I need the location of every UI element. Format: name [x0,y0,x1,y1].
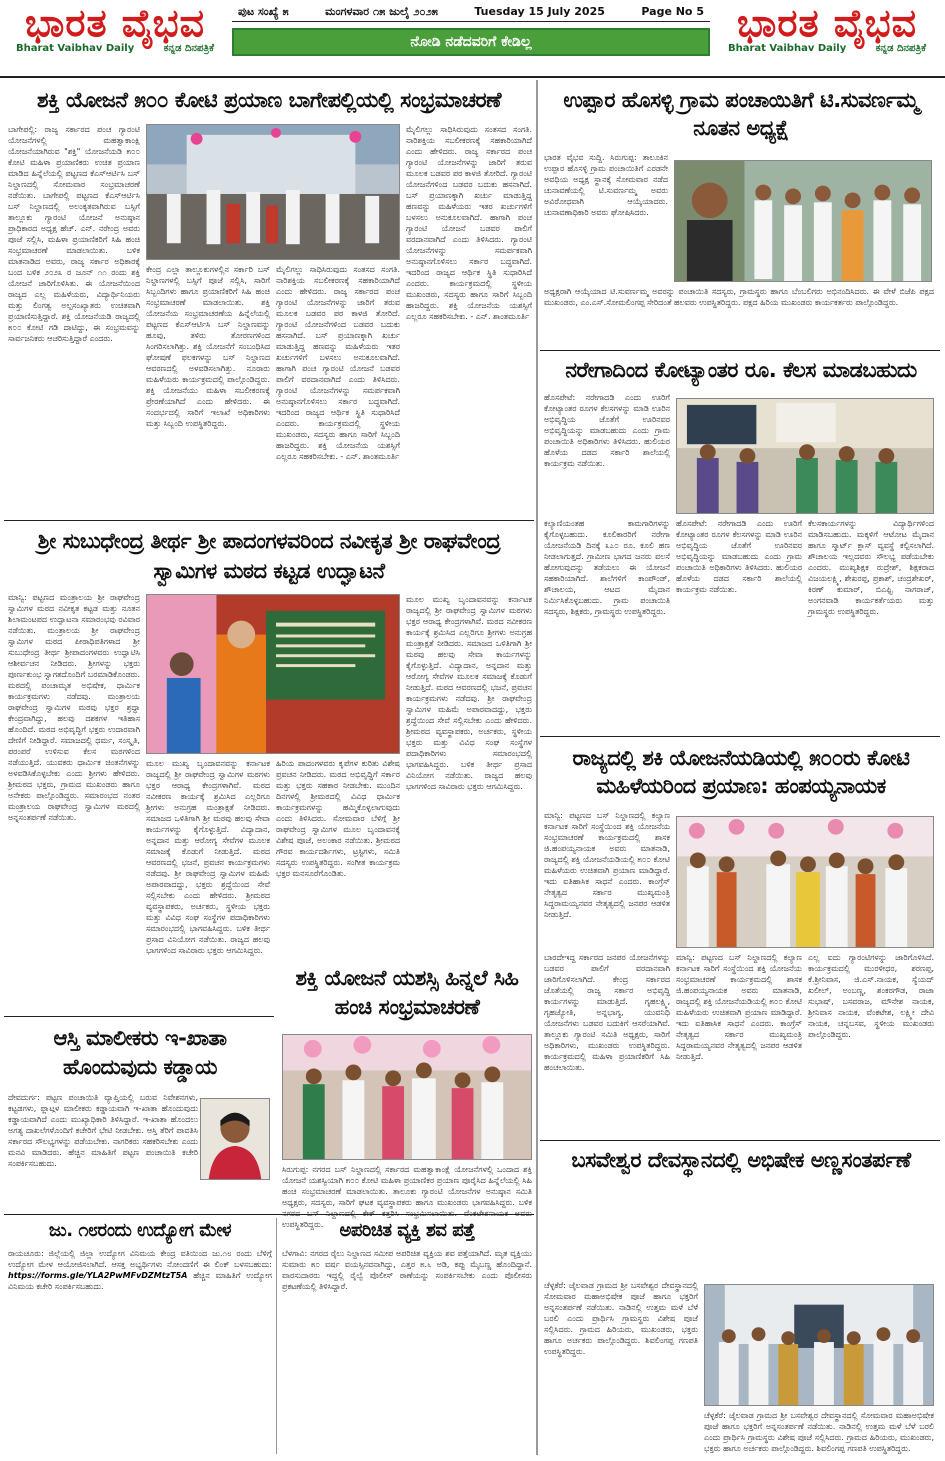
headline-shakti-bagepalli: ಶಕ್ತಿ ಯೋಜನೆ ೫೦೦ ಕೋಟಿ ಪ್ರಯಾಣ ಬಾಗೇಪಲ್ಲಿಯಲ್ಲಿ ಸಂಭ್ರಮಾಚರಣೆ [37,88,501,112]
article-body: ಮಾನ್ವಿ: ಪಟ್ಟಣದ ಮಂತ್ರಾಲಯ ಶ್ರೀ ರಾಘವೇಂದ್ರ ಸ್ವಾಮಿಗಳ ಮಠದ ನವೀಕೃತ ಕಟ್ಟಡ ಮತ್ತು ನೂತನ ಶಿಲಾಮಂಟಪದ ಉದ್ಘಾಟನಾ ಸಮಾರಂಭವು ರವಿವಾರ ನಡೆಯಿತು. ಮಂತ್ರಾಲಯ ಶ್ರೀ ರಾಘವೇಂದ್ರ ಸ್ವಾಮಿಗಳ ಮಠದ ಪೀಠಾಧಿಪತಿಗಳಾದ ಶ್ರೀ ಸುಬುಧೇಂದ್ರ ತೀರ್ಥ ಶ್ರೀಪಾದಂಗಳವರು ಉದ್ಘಾಟಿಸಿ ಆಶೀರ್ವಚನ ನೀಡಿದರು. ಶ್ರೀಗಳನ್ನು ಭಕ್ತರು ಪೂರ್ಣಕುಂಭ ಸ್ವಾಗತದೊಂದಿಗೆ ಬರಮಾಡಿಕೊಂಡರು. ಮಠದಲ್ಲಿ ಪಂಚಾಮೃತ ಅಭಿಷೇಕ, ಧಾರ್ಮಿಕ ಕಾರ್ಯಕ್ರಮಗಳು ನಡೆದವು. ಮಂತ್ರಾಲಯ ರಾಘವೇಂದ್ರ ಸ್ವಾಮಿಗಳ ಮಠವು ಭಕ್ತರ ಶ್ರದ್ಧಾ ಕೇಂದ್ರವಾಗಿದ್ದು, ಹಲವು ದಶಕಗಳ ಇತಿಹಾಸ ಹೊಂದಿದೆ. ಮಠದ ಅಭಿವೃದ್ಧಿಗೆ ಭಕ್ತರು ಉದಾರವಾಗಿ ದೇಣಿಗೆ ನೀಡಿದ್ದಾರೆ. ಸಮಾಜದಲ್ಲಿ ಧರ್ಮ, ಸಂಸ್ಕೃತಿ, ಪರಂಪರೆ ಉಳಿಸುವ ಕೆಲಸ ಮಠಗಳಿಂದ ನಡೆಯುತ್ತಿದೆ. ಯುವಕರು ಧಾರ್ಮಿಕ ಚಿಂತನೆಗಳನ್ನು ಅಳವಡಿಸಿಕೊಳ್ಳಬೇಕು ಎಂದು ಶ್ರೀಗಳು ಹೇಳಿದರು. ಶ್ರೀಮಠದ ಭಕ್ತರು, ಗ್ರಾಮದ ಮುಖಂಡರು ಹಾಗೂ ಅನೇಕರು ಪಾಲ್ಗೊಂಡಿದ್ದರು. ಸಮಾರಂಭದ ನಂತರ ಮಂತ್ರಾಲಯ ರಾಘವೇಂದ್ರ ಸ್ವಾಮಿಗಳ ಮಠದಲ್ಲಿ ಅನ್ನಸಂತರ್ಪಣೆ ನಡೆಯಿತು. [8,593,140,822]
kannada-date: ಮಂಗಳವಾರ ೧೫ ಜುಲೈ ೨೦೨೫ [325,5,438,18]
column-divider [276,1218,277,1454]
photo-shakti-cake [282,1034,532,1160]
section-divider [540,736,940,737]
logo-kn: ಕನ್ನಡ ದಿನಪತ್ರಿಕೆ [875,43,926,54]
page-number: Page No 5 [641,5,704,18]
article-body: ಅಧ್ಯಕ್ಷರಾಗಿ ಆಯ್ಕೆಯಾದ ಟಿ.ಸುವರ್ಣಮ್ಮ ಅವರನ್ನು ಪಂಚಾಯಿತಿ ಸದಸ್ಯರು, ಗ್ರಾಮಸ್ಥರು ಹಾಗೂ ಬೆಂಬಲಿಗರು ಅಭಿನಂದಿಸಿದರು. ಈ ವೇಳೆ ಬಿಜೆಪಿ ಪಕ್ಷದ ಮುಖಂಡರು, ಎಂ.ಎಸ್.ಸೋಮಲಿಂಗಪ್ಪ ಸೇರಿದಂತೆ ಹಲವರು ಉಪಸ್ಥಿತರಿದ್ದರು. ಪಕ್ಷದ ಹಿರಿಯ ಮುಖಂಡರು ಕಾರ್ಯಕರ್ತರು ಪಾಲ್ಗೊಂಡಿದ್ದರು. [544,287,934,307]
job-fair-body: ರಾಯಚೂರು: ಜಿಲ್ಲೆಯಲ್ಲಿ ಜಿಲ್ಲಾ ಉದ್ಯೋಗ ವಿನಿಮಯ ಕೇಂದ್ರ ವತಿಯಿಂದ ಜು.೧೮ ರಂದು ಬೆಳಿಗ್ಗೆ ಉದ್ಯೋಗ ಮೇಳ ಆಯೋಜಿಸಲಾಗಿದೆ. ಆಸಕ್ತ ಅಭ್ಯರ್ಥಿಗಳು ನೋಂದಣಿಗೆ ಈ ಲಿಂಕ್ ಬಳಸಬಹುದು: [8,1249,272,1269]
logo-title: ಭಾರತ ವೈಭವ [24,0,206,45]
article-body: ಸಿರುಗುಪ್ಪ: ನಗರದ ಬಸ್ ನಿಲ್ದಾಣದಲ್ಲಿ ಸರ್ಕಾರದ ಮಹತ್ವಾಕಾಂಕ್ಷೆ ಯೋಜನೆಗಳಲ್ಲಿ ಒಂದಾದ ಶಕ್ತಿ ಯೋಜನೆ ಯಶಸ್ವಿಯಾಗಿ ೫೦೦ ಕೋಟಿ ಮಹಿಳಾ ಪ್ರಯಾಣಿಕರ ಪ್ರಯಾಣ ಪೂರೈಸಿದ ಹಿನ್ನೆಲೆಯಲ್ಲಿ ಸಿಹಿ ಹಂಚಿ ಸಂಭ್ರಮಾಚರಣೆ ಮಾಡಲಾಯಿತು. ತಾಲೂಕು ಗ್ಯಾರಂಟಿ ಯೋಜನೆಗಳ ಅನುಷ್ಠಾನ ಸಮಿತಿ ಅಧ್ಯಕ್ಷರು, ಸದಸ್ಯರು, ಸಾರಿಗೆ ಘಟಕ ವ್ಯವಸ್ಥಾಪಕರು ಹಾಗೂ ಮುಖಂಡರು ಭಾಗವಹಿಸಿದ್ದರು. ಬಳಿಕ ಉಪಸ್ಥಿತರಿದ್ದರು. [282,1165,532,1229]
photo-narega-meeting [676,398,934,514]
headline-job-fair: ಜು. ೧೮ರಂದು ಉದ್ಯೋಗ ಮೇಳ [48,1220,232,1241]
column-divider [536,80,538,1455]
logo-en: Bharat Vaibhav Daily [16,43,135,54]
headline-shakti-hampayya: ರಾಜ್ಯದಲ್ಲಿ ಶಕಿ ಯೋಜನೆಯಡಿಯಲ್ಲಿ ೫೦೦ರು ಕೋಟಿ ಮಹಿಳೆಯರಿಂದ ಪ್ರಯಾಣ: ಹಂಪಯ್ಯನಾಯಕ [572,746,910,798]
masthead-center [232,3,710,65]
headline-raghavendra-matha: ಶ್ರೀ ಸುಬುಧೇಂದ್ರ ತೀರ್ಥ ಶ್ರೀ ಪಾದಂಗಳವರಿಂದ ನವೀಕೃತ ಶ್ರೀ ರಾಘವೇಂದ್ರ ಸ್ವಾಮಿಗಳ ಮಠದ ಕಟ್ಟಡ ಉದ್ಘಾಟನೆ [37,529,501,583]
article-body: ಮಾನ್ವಿ: ಪಟ್ಟಣದ ಬಸ್ ನಿಲ್ದಾಣದಲ್ಲಿ ಕಲ್ಯಾಣ ಕರ್ನಾಟಕ ಸಾರಿಗೆ ಸಂಸ್ಥೆಯಿಂದ ಶಕ್ತಿ ಯೋಜನೆಯ ಸಂಭ್ರಮಾಚರಣೆ ಕಾರ್ಯಕ್ರಮದಲ್ಲಿ ಶಾಸಕ ಜಿ.ಹಂಪಯ್ಯನಾಯಕ ಅವರು ಮಾತನಾಡಿ, ರಾಜ್ಯದಲ್ಲಿ ಶಕ್ತಿ ಯೋಜನೆಯಡಿಯಲ್ಲಿ ೫೦೦ ಕೋಟಿ ಮಹಿಳೆಯರು ಉಚಿತವಾಗಿ ಪ್ರಯಾಣ ಮಾಡಿದ್ದಾರೆ. ಇದು ಐತಿಹಾಸಿಕ ಸಾಧನೆ ಎಂದರು. ಕಾಂಗ್ರೆಸ್ ನೇತೃತ್ವದ ಸರ್ಕಾರ ಮುಖ್ಯಮಂತ್ರಿ ಸಿದ್ದರಾಮಯ್ಯನವರ ನೇತೃತ್ವದಲ್ಲಿ ಜನಪರ ಆಡಳಿತ ನೀಡುತ್ತಿದೆ. [676,953,802,1061]
photo-mla-sweets [676,816,934,948]
article-body: ಚೆಳ್ಳಕೆರೆ: ಜೈಲವಾಡ ಗ್ರಾಮದ ಶ್ರೀ ಬಸವೇಶ್ವರ ದೇವಸ್ಥಾನದಲ್ಲಿ ಸೋಮವಾರ ಮಹಾಅಭಿಷೇಕ ಪೂಜೆ ಹಾಗೂ ಭಕ್ತರಿಗೆ ಅನ್ನಸಂತರ್ಪಣೆ ನಡೆಯಿತು. ನಾಡಿನಲ್ಲಿ ಉತ್ತಮ ಮಳೆ ಬೆಳೆ ಬರಲಿ ಎಂದು ಪ್ರಾರ್ಥಿಸಿ ಗ್ರಾಮಸ್ಥರು ವಿಶೇಷ ಪೂಜೆ ಸಲ್ಲಿಸಿದರು. ಗ್ರಾಮದ ಹಿರಿಯರು, ಮುಖಂಡರು, ಭಕ್ತರು ಹಾಗೂ ಅರ್ಚಕರು ಪಾಲ್ಗೊಂಡಿದ್ದರು. ಶಿವಲಿಂಗಪ್ಪ ಗಣಪತಿ ಉಪಸ್ಥಿತರಿದ್ದರು. [704,1411,934,1453]
article-body: ಹೊಸಪೇಟೆ: ನರೇಗಾದಡಿ ಎಂದು ಊರಿಗೆ ಕೋಟ್ಯಾಂತರ ರೂಗಳ ಕೆಲಸಗಳನ್ನು ಮಾಡಿ ಊರಿನ ಅಭಿವೃದ್ಧಿಯ ಜೊತೆಗೆ ಊರಿನವರ ಅಭಿವೃದ್ಧಿಯನ್ನು ಮಾಡಬಹುದು ಎಂದು ಗ್ರಾಮ ಪಂಚಾಯಿತಿ ಅಧಿಕಾರಿಗಳು ತಿಳಿಸಿದರು. ಹುಲಿಯರ ಹೊಳೆಯ ದಡದ ಸರ್ಕಾರಿ ಶಾಲೆಯಲ್ಲಿ ಕಾರ್ಯಕ್ರಮ ನಡೆಯಿತು. [544,393,670,468]
headline-narega: ನರೇಗಾದಿಂದ ಕೋಟ್ಯಾಂತರ ರೂ. ಕೆಲಸ ಮಾಡಬಹುದು [565,358,917,382]
article-body [8,1248,272,1454]
headline-e-khata: ಆಸ್ತಿ ಮಾಲೀಕರು ಇ-ಖಾತಾ ಹೊಂದುವುದು ಕಡ್ಡಾಯ [53,1026,227,1079]
logo-en: Bharat Vaibhav Daily [728,43,847,54]
photo-officer-portrait [200,1098,270,1180]
article-body: ಬಾರದೇಇದ್ದ ಸರ್ಕಾರದ ಜನಪರ ಯೋಜನೆಗಳನ್ನು ಬಡವರ ಪಾಲಿಗೆ ವರದಾನವಾಗಿ ಜಾರಿಗೊಳಿಸಲಾಗಿದೆ. ಕೇಂದ್ರ ಸರ್ಕಾರದ ಜೊತೆಯಲ್ಲಿ ರಾಜ್ಯ ಸರ್ಕಾರ ಅಭಿವೃದ್ಧಿ ಕಾರ್ಯಗಳನ್ನು ಮಾಡುತ್ತಿದೆ. ಗೃಹಲಕ್ಷ್ಮಿ, ಗೃಹಜ್ಯೋತಿ, ಅನ್ನಭಾಗ್ಯ, ಯುವನಿಧಿ ಯೋಜನೆಗಳು ಬಡವರ ಬದುಕಿಗೆ ಆಸರೆಯಾಗಿವೆ. ತಾಲ್ಲೂಕು ಗ್ಯಾರಂಟಿ ಸಮಿತಿ ಅಧ್ಯಕ್ಷರು, ಸಾರಿಗೆ ಅಧಿಕಾರಿಗಳು, ಮುಖಂಡರು ಉಪಸ್ಥಿತರಿದ್ದರು. ಕಾರ್ಯಕ್ರಮದಲ್ಲಿ ಮಹಿಳಾ ಪ್ರಯಾಣಿಕರಿಗೆ ಸಿಹಿ ಹಂಚಲಾಯಿತು. [544,953,670,1072]
photo-swamiji-inauguration [146,594,400,754]
tagline-banner: ನೋಡಿ ನಡೆದವರಿಗೆ ಕೇಡಿಲ್ಲ [232,28,710,56]
article-body: ಕೇಂದ್ರ ಎಲ್ಲಾ ತಾಲ್ಲೂಕುಗಳಲ್ಲಿನ ಸರ್ಕಾರಿ ಬಸ್ ನಿಲ್ದಾಣಗಳಲ್ಲಿ ಬಸ್ಸಿಗೆ ಪೂಜೆ ಸಲ್ಲಿಸಿ, ಸಾರಿಗೆ ಸಿಬ್ಬಂದಿಗಳು ಹಾಗೂ ಪ್ರಯಾಣಿಕರಿಗೆ ಸಿಹಿ ಹಂಚಿ ಸಂಭ್ರಮಾಚರಣೆ ಮಾಡಲಾಯಿತು. ಶಕ್ತಿ ಯೋಜನೆಯ ಸಂಭ್ರಮಾಚರಣೆಯ ಹಿನ್ನೆಲೆಯಲ್ಲಿ ಪಟ್ಟಣದ ಕೆಎಸ್ಆರ್ಟಿಸಿ ಬಸ್ ನಿಲ್ದಾಣವನ್ನು ಹೂವು, ತಳಿರು ತೋರಣಗಳಿಂದ ಸಿಂಗರಿಸಲಾಗಿತ್ತು. ಶಕ್ತಿ ಯೋಜನೆಗೆ ಸಂಬಂಧಿಸಿದ ಘೋಷಣೆ ಫಲಕಗಳನ್ನು ಬಸ್ ನಿಲ್ದಾಣದ ಆವರಣದಲ್ಲಿ ಅಳವಡಿಸಲಾಗಿತ್ತು. ನೂರಾರು ಮಹಿಳೆಯರು ಕಾರ್ಯಕ್ರಮದಲ್ಲಿ ಪಾಲ್ಗೊಂಡಿದ್ದರು. ಶಕ್ತಿ ಯೋಜನೆಯು ಮಹಿಳಾ ಸಬಲೀಕರಣಕ್ಕೆ ಪ್ರೇರಣೆಯಾಗಿದೆ ಎಂದು ಹೇಳಿದರು. ಈ ಸಂದರ್ಭದಲ್ಲಿ ಸಾರಿಗೆ ಇಲಾಖೆ ಅಧಿಕಾರಿಗಳು ಮತ್ತು ಸಿಬ್ಬಂದಿ ಉಪಸ್ಥಿತರಿದ್ದರು. [146,265,270,428]
photo-bus-celebration [146,124,400,260]
article-body: ಹೊಸಪೇಟೆ: ನರೇಗಾದಡಿ ಎಂದು ಊರಿಗೆ ಕೋಟ್ಯಾಂತರ ರೂಗಳ ಕೆಲಸಗಳನ್ನು ಮಾಡಿ ಊರಿನ ಅಭಿವೃದ್ಧಿಯ ಜೊತೆಗೆ ಊರಿನವರ ಅಭಿವೃದ್ಧಿಯನ್ನು ಮಾಡಬಹುದು ಎಂದು ಗ್ರಾಮ ಪಂಚಾಯಿತಿ ಅಧಿಕಾರಿಗಳು ತಿಳಿಸಿದರು. ಹುಲಿಯರ ಹೊಳೆಯ ದಡದ ಸರ್ಕಾರಿ ಶಾಲೆಯಲ್ಲಿ ಕಾರ್ಯಕ್ರಮ ನಡೆಯಿತು. [676,519,802,594]
photo-panchayat-president [674,160,932,282]
photo-temple-devotees [704,1284,934,1406]
job-fair-body2: ಹೆಚ್ಚಿನ ಮಾಹಿತಿಗೆ ಉದ್ಯೋಗ ವಿನಿಮಯ ಕಚೇರಿ ಸಂಪರ್ಕಿಸಬಹುದು. [8,1271,272,1291]
article-body: ಮಾನ್ವಿ: ಪಟ್ಟಣದ ಬಸ್ ನಿಲ್ದಾಣದಲ್ಲಿ ಕಲ್ಯಾಣ ಕರ್ನಾಟಕ ಸಾರಿಗೆ ಸಂಸ್ಥೆಯಿಂದ ಶಕ್ತಿ ಯೋಜನೆಯ ಸಂಭ್ರಮಾಚರಣೆ ಕಾರ್ಯಕ್ರಮದಲ್ಲಿ ಶಾಸಕ ಜಿ.ಹಂಪಯ್ಯನಾಯಕ ಅವರು ಮಾತನಾಡಿ, ರಾಜ್ಯದಲ್ಲಿ ಶಕ್ತಿ ಯೋಜನೆಯಡಿಯಲ್ಲಿ ೫೦೦ ಕೋಟಿ ಮಹಿಳೆಯರು ಉಚಿತವಾಗಿ ಪ್ರಯಾಣ ಮಾಡಿದ್ದಾರೆ. ಇದು ಐತಿಹಾಸಿಕ ಸಾಧನೆ ಎಂದರು. ಕಾಂಗ್ರೆಸ್ ನೇತೃತ್ವದ ಸರ್ಕಾರ ಮುಖ್ಯಮಂತ್ರಿ ಸಿದ್ದರಾಮಯ್ಯನವರ ನೇತೃತ್ವದಲ್ಲಿ ಜನಪರ ಆಡಳಿತ ನೀಡುತ್ತಿದೆ. [544,811,670,919]
article-body: ದೇವದುರ್ಗ: ಪಟ್ಟಣ ಪಂಚಾಯಿತಿ ವ್ಯಾಪ್ತಿಯಲ್ಲಿ ಬರುವ ನಿವೇಶನಗಳು, ಕಟ್ಟಡಗಳು, ಫ್ಲಾಟ್ಗಳ ಮಾಲೀಕರು ಕಡ್ಡಾಯವಾಗಿ ಇ-ಖಾತಾ ಹೊಂದುವುದು ಕಡ್ಡಾಯವಾಗಿದೆ ಎಂದು ಮುಖ್ಯಾಧಿಕಾರಿ ತಿಳಿಸಿದ್ದಾರೆ. ಇ-ಖಾತಾ ಹೊಂದಲು ಅಗತ್ಯ ದಾಖಲೆಗಳೊಂದಿಗೆ ಕಚೇರಿಗೆ ಭೇಟಿ ನೀಡಬೇಕು. ಆಸ್ತಿ ತೆರಿಗೆ ಪಾವತಿಸಿ ಸರ್ಕಾರದ ಸೌಲಭ್ಯಗಳನ್ನು ಪಡೆಯಬೇಕು. ನಾಗರಿಕರು ಸಹಕರಿಸಬೇಕು ಎಂದು ಮನವಿ ಮಾಡಿದರು. ಹೆಚ್ಚಿನ ಮಾಹಿತಿಗೆ ಪಟ್ಟಣ ಪಂಚಾಯಿತಿ ಕಚೇರಿ ಸಂಪರ್ಕಿಸಬಹುದು. [8,1093,198,1168]
article-body: ಮೈಲಿಗಲ್ಲು ಸಾಧಿಸಿರುವುದು ಸಂತಸದ ಸಂಗತಿ. ನಾರಿಶಕ್ತಿಯ ಸಬಲೀಕರಣಕ್ಕೆ ಸಹಕಾರಿಯಾಗಿದೆ ಎಂದು ಹೇಳಿದರು. ರಾಜ್ಯ ಸರ್ಕಾರದ ಪಂಚ ಗ್ಯಾರಂಟಿ ಯೋಜನೆಗಳನ್ನು ಜಾರಿಗೆ ತರುವ ಮೂಲಕ ಬಡವರ ಪರ ಕಾಳಜಿ ತೋರಿದೆ. ಗ್ಯಾರಂಟಿ ಯೋಜನೆಗಳಿಂದ ಬಡವರ ಬದುಕು ಹಸನಾಗಿದೆ. ಬಸ್ ಪ್ರಯಾಣಕ್ಕಾಗಿ ಖರ್ಚು ಮಾಡುತ್ತಿದ್ದ ಹಣವನ್ನು ಮಹಿಳೆಯರು ಇತರ ಖರ್ಚುಗಳಿಗೆ ಬಳಸಲು ಅನುಕೂಲವಾಗಿದೆ. ಹಾಗಾಗಿ ಪಂಚ ಗ್ಯಾರಂಟಿ ಯೋಜನೆ ಬಡವರ ಪಾಲಿಗೆ ವರದಾನವಾಗಿದೆ ಎಂದು ತಿಳಿಸಿದರು. ಗ್ಯಾರಂಟಿ ಯೋಜನೆಗಳನ್ನು ಸಮರ್ಪಕವಾಗಿ ಅನುಷ್ಠಾನಗೊಳಿಸಲು ಸರ್ಕಾರ ಬದ್ಧವಾಗಿದೆ. ಇದರಿಂದ ರಾಜ್ಯದ ಆರ್ಥಿಕ ಸ್ಥಿತಿ ಸುಧಾರಿಸಿದೆ ಎಂದರು. ಕಾರ್ಯಕ್ರಮದಲ್ಲಿ ಸ್ಥಳೀಯ ಮುಖಂಡರು, ಸದಸ್ಯರು ಹಾಗೂ ಸಾರಿಗೆ ಸಿಬ್ಬಂದಿ ಹಾಜರಿದ್ದರು. ಶಕ್ತಿ ಯೋಜನೆಯ ಯಶಸ್ಸಿಗೆ ಎಲ್ಲರೂ ಸಹಕರಿಸಬೇಕು. - ಎನ್. ಶಾಂತಮೂರ್ತಿ [276,265,400,461]
article-body: ಎಲ್ಲ ಐದು ಗ್ಯಾರಂಟಿಗಳನ್ನು ಜಾರಿಗೊಳಿಸಿದೆ. ಕಾರ್ಯಕ್ರಮದಲ್ಲಿ ಮುರಳೀಧರ, ಶರಣಪ್ಪ, ಕೆ.ಶ್ರೀನಿವಾಸ, ಜಿ.ಎಸ್.ನಾಯಕ, ಸ್ಯೆಯದ್ ಖಲೀಲ್, ಅಂಬಣ್ಣ, ಶಂಕರಗೌಡ, ರಾಜಾ ಸುಭಾಷ್, ಬಸವರಾಜ, ಮೌನೇಶ ನಾಯಕ, ಶ್ರೀನಿವಾಸ ನಾಯಕ, ವೆಂಕಟೇಶ, ಲಕ್ಷ್ಮೀ ದೇವಿ ನಾಯಕ, ಚನ್ನಬಸವ, ಸ್ಥಳೀಯ ಮುಖಂಡರು ಪಾಲ್ಗೊಂಡಿದ್ದರು. [808,953,934,1039]
section-divider [4,520,534,521]
section-divider [540,350,940,351]
headline-unidentified-body: ಅಪರಿಚಿತ ವ್ಯಕ್ತಿ ಶವ ಪತ್ತೆ [339,1220,475,1241]
headline-basaveshwara: ಬಸವೇಶ್ವರ ದೇವಸ್ಥಾನದಲ್ಲಿ ಅಭಿಷೇಕ ಅಣ್ಣಸಂತರ್ಪಣೆ [571,1148,911,1172]
article-body: ಬೆಳಗಾವಿ: ನಗರದ ರೈಲು ನಿಲ್ದಾಣದ ಸಮೀಪ ಅಪರಿಚಿತ ವ್ಯಕ್ತಿಯ ಶವ ಪತ್ತೆಯಾಗಿದೆ. ಮೃತ ವ್ಯಕ್ತಿಯು ಸುಮಾರು ೫೦ ವರ್ಷ ವಯಸ್ಸಿನವನಾಗಿದ್ದು, ಎತ್ತರ ೫.೬ ಅಡಿ, ಕಪ್ಪು ಮೈಬಣ್ಣ ಹೊಂದಿದ್ದಾನೆ. ವಾರಸುದಾರರು ಇದ್ದಲ್ಲಿ ರೈಲ್ವೆ ಪೊಲೀಸ್ ಠಾಣೆಯನ್ನು ಸಂಪರ್ಕಿಸಬೇಕು ಎಂದು ಪೊಲೀಸರು ಪ್ರಕಟಣೆಯಲ್ಲಿ ತಿಳಿಸಿದ್ದಾರೆ. [282,1249,532,1291]
article-body: ಭಾರತ ವೈಭವ ಸುದ್ದಿ. ಸಿರುಗುಪ್ಪ: ತಾಲೂಕಿನ ಉಪ್ಪಾರ ಹೊಸಳ್ಳಿ ಗ್ರಾಮ ಪಂಚಾಯಿತಿಗೆ ಎರಡನೇ ಅವಧಿಯ ಅಧ್ಯಕ್ಷ ಸ್ಥಾನಕ್ಕೆ ಸೋಮವಾರ ನಡೆದ ಚುನಾವಣೆಯಲ್ಲಿ ಟಿ.ಸುವರ್ಣಮ್ಮ ಅವರು ಅವಿರೋಧವಾಗಿ ಆಯ್ಕೆಯಾದರು. ಚುನಾವಣಾಧಿಕಾರಿ ಅವರು ಘೋಷಿಸಿದರು. [544,153,668,217]
article-body: ಮೂಲ ಮುಖ್ಯ ಬೃಂದಾವನವನ್ನು ಕರ್ನಾಟಕ ರಾಜ್ಯದಲ್ಲಿ ಶ್ರೀ ರಾಘವೇಂದ್ರ ಸ್ವಾಮಿಗಳ ಮಠಗಳು ಭಕ್ತರ ಆರಾಧ್ಯ ಕೇಂದ್ರಗಳಾಗಿವೆ. ಮಠದ ನವೀಕರಣ ಕಾರ್ಯಕ್ಕೆ ಶ್ರಮಿಸಿದ ಎಲ್ಲರಿಗೂ ಶ್ರೀಗಳು ಅನುಗ್ರಹ ಮಂತ್ರಾಕ್ಷತೆ ನೀಡಿದರು. ಸಮಾಜದ ಒಳಿತಿಗಾಗಿ ಶ್ರೀ ಮಠವು ಹಲವು ಸೇವಾ ಕಾರ್ಯಗಳನ್ನು ಕೈಗೊಳ್ಳುತ್ತಿದೆ. ವಿದ್ಯಾದಾನ, ಅನ್ನದಾನ ಮತ್ತು ಆರೋಗ್ಯ ಸೇವೆಗಳ ಮೂಲಕ ಸಮಾಜಕ್ಕೆ ಕೊಡುಗೆ ನೀಡುತ್ತಿದೆ. ಮಠದ ಆವರಣದಲ್ಲಿ ಭಜನೆ, ಪ್ರವಚನ ಕಾರ್ಯಕ್ರಮಗಳು ನಡೆದವು. ಶ್ರೀ ರಾಘವೇಂದ್ರ ಸ್ವಾಮಿಗಳ ಮಹಿಮೆ ಅಪಾರವಾದದ್ದು, ಭಕ್ತರು ಶ್ರದ್ಧೆಯಿಂದ ಸೇವೆ ಸಲ್ಲಿಸಬೇಕು ಎಂದು ಹೇಳಿದರು. ಶ್ರೀಮಠದ ವ್ಯವಸ್ಥಾಪಕರು, ಅರ್ಚಕರು, ಸ್ಥಳೀಯ ಭಕ್ತರು ಮತ್ತು ವಿವಿಧ ಸಂಘ ಸಂಸ್ಥೆಗಳ ಪದಾಧಿಕಾರಿಗಳು ಸಮಾರಂಭದಲ್ಲಿ ಭಾಗವಹಿಸಿದ್ದರು. ಬಳಿಕ ತೀರ್ಥ ಪ್ರಸಾದ ವಿನಿಯೋಗ ನಡೆಯಿತು. ರಾಜ್ಯದ ಹಲವು ಭಾಗಗಳಿಂದ ಸಾವಿರಾರು ಭಕ್ತರು ಆಗಮಿಸಿದ್ದರು. [146,759,270,955]
masthead-logo-right [718,0,936,71]
issue-number: ಪುಟ ಸಂಖ್ಯೆ ೫ [238,5,289,18]
masthead-divider [0,76,945,78]
masthead-logo-left [6,0,224,71]
headline-uppara-hosalli: ಉಪ್ಪಾರ ಹೊಸಳ್ಳಿ ಗ್ರಾಮ ಪಂಚಾಯಿತಿಗೆ ಟಿ.ಸುವರ್ಣಮ್ಮ ನೂತನ ಅಧ್ಯಕ್ಷೆ [563,88,919,140]
section-divider [4,1214,534,1215]
article-body: ಮೈಲಿಗಲ್ಲು ಸಾಧಿಸಿರುವುದು ಸಂತಸದ ಸಂಗತಿ. ನಾರಿಶಕ್ತಿಯ ಸಬಲೀಕರಣಕ್ಕೆ ಸಹಕಾರಿಯಾಗಿದೆ ಎಂದು ಹೇಳಿದರು. ರಾಜ್ಯ ಸರ್ಕಾರದ ಪಂಚ ಗ್ಯಾರಂಟಿ ಯೋಜನೆಗಳನ್ನು ಜಾರಿಗೆ ತರುವ ಮೂಲಕ ಬಡವರ ಪರ ಕಾಳಜಿ ತೋರಿದೆ. ಗ್ಯಾರಂಟಿ ಯೋಜನೆಗಳಿಂದ ಬಡವರ ಬದುಕು ಹಸನಾಗಿದೆ. ಬಸ್ ಪ್ರಯಾಣಕ್ಕಾಗಿ ಖರ್ಚು ಮಾಡುತ್ತಿದ್ದ ಹಣವನ್ನು ಮಹಿಳೆಯರು ಇತರ ಖರ್ಚುಗಳಿಗೆ ಬಳಸಲು ಅನುಕೂಲವಾಗಿದೆ. ಹಾಗಾಗಿ ಪಂಚ ಗ್ಯಾರಂಟಿ ಯೋಜನೆ ಬಡವರ ಪಾಲಿಗೆ ವರದಾನವಾಗಿದೆ ಎಂದು ತಿಳಿಸಿದರು. ಗ್ಯಾರಂಟಿ ಯೋಜನೆಗಳನ್ನು ಸಮರ್ಪಕವಾಗಿ ಅನುಷ್ಠಾನಗೊಳಿಸಲು ಸರ್ಕಾರ ಬದ್ಧವಾಗಿದೆ. ಇದರಿಂದ ರಾಜ್ಯದ ಆರ್ಥಿಕ ಸ್ಥಿತಿ ಸುಧಾರಿಸಿದೆ ಎಂದರು. ಕಾರ್ಯಕ್ರಮದಲ್ಲಿ ಸ್ಥಳೀಯ ಮುಖಂಡರು, ಸದಸ್ಯರು ಹಾಗೂ ಸಾರಿಗೆ ಸಿಬ್ಬಂದಿ ಹಾಜರಿದ್ದರು. ಶಕ್ತಿ ಯೋಜನೆಯ ಯಶಸ್ಸಿಗೆ ಎಲ್ಲರೂ ಸಹಕರಿಸಬೇಕು. - ಎನ್. ಶಾಂತಮೂರ್ತಿ [406,125,532,321]
job-fair-link[interactable]: https://forms.gle/YLA2PwMFvDZMtzT5A [8,1271,188,1280]
logo-kn: ಕನ್ನಡ ದಿನಪತ್ರಿಕೆ [163,43,214,54]
english-date: Tuesday 15 July 2025 [474,5,605,18]
article-body: ಚೆಳ್ಳಕೆರೆ: ಜೈಲವಾಡ ಗ್ರಾಮದ ಶ್ರೀ ಬಸವೇಶ್ವರ ದೇವಸ್ಥಾನದಲ್ಲಿ ಸೋಮವಾರ ಮಹಾಅಭಿಷೇಕ ಪೂಜೆ ಹಾಗೂ ಭಕ್ತರಿಗೆ ಅನ್ನಸಂತರ್ಪಣೆ ನಡೆಯಿತು. ನಾಡಿನಲ್ಲಿ ಉತ್ತಮ ಮಳೆ ಬೆಳೆ ಬರಲಿ ಎಂದು ಪ್ರಾರ್ಥಿಸಿ ಗ್ರಾಮಸ್ಥರು ವಿಶೇಷ ಪೂಜೆ ಸಲ್ಲಿಸಿದರು. ಗ್ರಾಮದ ಹಿರಿಯರು, ಮುಖಂಡರು, ಭಕ್ತರು ಹಾಗೂ ಅರ್ಚಕರು ಪಾಲ್ಗೊಂಡಿದ್ದರು. ಶಿವಲಿಂಗಪ್ಪ ಗಣಪತಿ ಉಪಸ್ಥಿತರಿದ್ದರು. [544,1281,698,1356]
headline-shakti-sweets: ಶಕ್ತಿ ಯೋಜನೆ ಯಶಸ್ಸಿ ಹಿನ್ನಲೆ ಸಿಹಿ ಹಂಚಿ ಸಂಭ್ರಮಾಚರಣೆ [295,966,519,1019]
article-body: ಹಿರಿಯ ಪಾದಂಗಳವರು ಕೃಪೆಗಳ ಕುರಿತು ವಿಶೇಷ ಪ್ರವಚನ ನೀಡಿದರು. ಮಠದ ಅಭಿವೃದ್ಧಿಗೆ ಸರ್ಕಾರ ಮತ್ತು ಭಕ್ತರು ಸಹಕಾರ ನೀಡಬೇಕು. ಮುಂದಿನ ದಿನಗಳಲ್ಲಿ ಶ್ರೀಮಠದಲ್ಲಿ ವಿವಿಧ ಧಾರ್ಮಿಕ ಕಾರ್ಯಕ್ರಮಗಳನ್ನು ಹಮ್ಮಿಕೊಳ್ಳಲಾಗುವುದು ಎಂದು ತಿಳಿಸಿದರು. ಸೋಮವಾರ ಬೆಳಿಗ್ಗೆ ಶ್ರೀ ರಾಘವೇಂದ್ರ ಸ್ವಾಮಿಗಳ ಮೂಲ ಬೃಂದಾವನಕ್ಕೆ ವಿಶೇಷ ಪೂಜೆ, ಅಲಂಕಾರ ನಡೆಯಿತು. ಶ್ರೀಮಠದ ಗೌರವ ಕಾರ್ಯದರ್ಶಿಗಳು, ಟ್ರಸ್ಟಿಗಳು, ಸಮಿತಿ ಸದಸ್ಯರು ಉಪಸ್ಥಿತರಿದ್ದರು. ಸಂಗೀತ ಕಾರ್ಯಕ್ರಮ ಭಕ್ತರ ಮನಸೂರೆಗೊಂಡಿತು. [276,759,400,878]
article-body: ಕೆಲಸಕಾರ್ಯಗಳನ್ನು ವಿದ್ಯಾರ್ಥಿಗಳಿಂದ ಮಾಡಿಸಬಹುದು. ಮಕ್ಕಳಿಗೆ ಆಟೋಟ ಮೈದಾನ ಹಾಗೂ ಸ್ಮಾರ್ಟ್ ಕ್ಲಾಸ್ ವ್ಯವಸ್ಥೆ ಕಲ್ಪಿಸಲಾಗಿದೆ. ಶೌಚಾಲಯ ಇಲ್ಲದವರು ಸೌಲಭ್ಯ ಪಡೆಯಬೇಕು ಎಂದರು. ಮುಖ್ಯಶಿಕ್ಷಕ ರುದ್ರೇಶ್, ಶಿಕ್ಷಕರಾದ ವಿಜಯಲಕ್ಷ್ಮಿ, ಶೇಖರಪ್ಪ, ಪ್ರಕಾಶ್, ಚಂದ್ರಶೇಖರ್, ಕಿರಣ್ ಕುಮಾರ್, ಬಿಎಫ್ಟಿ ನಾಗರಾಜ್, ಅಂಗನವಾಡಿ ಕಾರ್ಯಕರ್ತೆಯರು ಮತ್ತು ಗ್ರಾಮಸ್ಥರು ಉಪಸ್ಥಿತರಿದ್ದರು. [808,519,934,616]
logo-title: ಭಾರತ ವೈಭವ [736,0,918,45]
section-divider [540,1140,940,1141]
section-divider [4,1016,274,1017]
article-body: ಮೂಲ ಮುಖ್ಯ ಬೃಂದಾವನವನ್ನು ಕರ್ನಾಟಕ ರಾಜ್ಯದಲ್ಲಿ ಶ್ರೀ ರಾಘವೇಂದ್ರ ಸ್ವಾಮಿಗಳ ಮಠಗಳು ಭಕ್ತರ ಆರಾಧ್ಯ ಕೇಂದ್ರಗಳಾಗಿವೆ. ಮಠದ ನವೀಕರಣ ಕಾರ್ಯಕ್ಕೆ ಶ್ರಮಿಸಿದ ಎಲ್ಲರಿಗೂ ಶ್ರೀಗಳು ಅನುಗ್ರಹ ಮಂತ್ರಾಕ್ಷತೆ ನೀಡಿದರು. ಸಮಾಜದ ಒಳಿತಿಗಾಗಿ ಶ್ರೀ ಮಠವು ಹಲವು ಸೇವಾ ಕಾರ್ಯಗಳನ್ನು ಕೈಗೊಳ್ಳುತ್ತಿದೆ. ವಿದ್ಯಾದಾನ, ಅನ್ನದಾನ ಮತ್ತು ಆರೋಗ್ಯ ಸೇವೆಗಳ ಮೂಲಕ ಸಮಾಜಕ್ಕೆ ಕೊಡುಗೆ ನೀಡುತ್ತಿದೆ. ಮಠದ ಆವರಣದಲ್ಲಿ ಭಜನೆ, ಪ್ರವಚನ ಕಾರ್ಯಕ್ರಮಗಳು ನಡೆದವು. ಶ್ರೀ ರಾಘವೇಂದ್ರ ಸ್ವಾಮಿಗಳ ಮಹಿಮೆ ಅಪಾರವಾದದ್ದು, ಭಕ್ತರು ಶ್ರದ್ಧೆಯಿಂದ ಸೇವೆ ಸಲ್ಲಿಸಬೇಕು ಎಂದು ಹೇಳಿದರು. ಶ್ರೀಮಠದ ವ್ಯವಸ್ಥಾಪಕರು, ಅರ್ಚಕರು, ಸ್ಥಳೀಯ ಭಕ್ತರು ಮತ್ತು ವಿವಿಧ ಸಂಘ ಸಂಸ್ಥೆಗಳ ಪದಾಧಿಕಾರಿಗಳು ಸಮಾರಂಭದಲ್ಲಿ ಭಾಗವಹಿಸಿದ್ದರು. ಬಳಿಕ ತೀರ್ಥ ಪ್ರಸಾದ ವಿನಿಯೋಗ ನಡೆಯಿತು. ರಾಜ್ಯದ ಹಲವು ಭಾಗಗಳಿಂದ ಸಾವಿರಾರು ಭಕ್ತರು ಆಗಮಿಸಿದ್ದರು. [406,595,532,791]
article-body: ಬಾಗೇಪಲ್ಲಿ: ರಾಜ್ಯ ಸರ್ಕಾರದ ಪಂಚ ಗ್ಯಾರಂಟಿ ಯೋಜನೆಗಳಲ್ಲಿ ಮಹತ್ವಾಕಾಂಕ್ಷಿ ಯೋಜನೆಯಾಗಿರುವ "ಶಕ್ತಿ" ಯೋಜನೆಯಡಿ ೫೦೦ ಕೋಟಿ ಮಹಿಳಾ ಪ್ರಯಾಣಿಕರು ಉಚಿತ ಪ್ರಯಾಣ ಮಾಡಿದ ಹಿನ್ನೆಲೆಯಲ್ಲಿ ಪಟ್ಟಣದ ಕೆಎಸ್ಆರ್ಟಿಸಿ ಬಸ್ ನಿಲ್ದಾಣದಲ್ಲಿ ಸೋಮವಾರ ಸಂಭ್ರಮಾಚರಣೆ ನಡೆಯಿತು. ಬಾಗೇಪಲ್ಲಿ ಪಟ್ಟಣದ ಕೆಎಸ್ಆರ್ಟಿಸಿ ಬಸ್ ನಿಲ್ದಾಣದಲ್ಲಿ ಅಲಂಕೃತವಾಗಿರುವ ಬಸ್ಸಿಗೆ ತಾಲ್ಲೂಕು ಗ್ಯಾರಂಟಿ ಯೋಜನೆ ಅನುಷ್ಠಾನ ಪ್ರಾಧಿಕಾರದ ಅಧ್ಯಕ್ಷ ಹೆಚ್. ಎನ್. ನರೇಂದ್ರ ಅವರು ಪೂಜೆ ಸಲ್ಲಿಸಿ, ಮಹಿಳಾ ಪ್ರಯಾಣಿಕರಿಗೆ ಸಿಹಿ ಹಂಚಿ ಸಂಭ್ರಮಾಚರಣೆ ಮಾಡಲಾಯಿತು. ಬಳಿಕ ಮಾತನಾಡಿದ ಅವರು, ರಾಜ್ಯ ಸರ್ಕಾರ ಅಧಿಕಾರಕ್ಕೆ ಬಂದ ಬಳಿಕ ೨೦೨೩ ರ ಜೂನ್ ೧೧ ರಂದು ಶಕ್ತಿ ಯೋಜನೆ ಜಾರಿಗೊಳಿಸಿತು. ಈ ಯೋಜನೆಯಿಂದ ರಾಜ್ಯದ ಎಲ್ಲ ಮಹಿಳೆಯರು, ವಿದ್ಯಾರ್ಥಿನಿಯರು ಮತ್ತು ಲಿಂಗತ್ವ ಅಲ್ಪಸಂಖ್ಯಾತರು ಉಚಿತವಾಗಿ ಪ್ರಯಾಣಿಸುತ್ತಿದ್ದಾರೆ. ಶಕ್ತಿ ಯೋಜನೆಯಡಿ ರಾಜ್ಯದಲ್ಲಿ ೫೦೦ ಕೋಟಿ ಗಡಿ ದಾಟಿದ್ದು, ಈ ಸಂಭ್ರಮವನ್ನು ಸಾರ್ವಜನಿಕರು ಆಚರಿಸುತ್ತಿದ್ದಾರೆ ಎಂದರು. [8,125,140,343]
article-body: ಕಲ್ಯಾಣಿಯಂತಹ ಕಾಮಗಾರಿಗಳನ್ನು ಕೈಗೊಳ್ಳಬಹುದು. ಕೂಲಿಕಾರರಿಗೆ ನರೇಗಾ ಯೋಜನೆಯಡಿ ದಿನಕ್ಕೆ ೩೭೦ ರೂ. ಕೂಲಿ ಹಣ ನೀಡಲಾಗುತ್ತದೆ. ಗ್ರಾಮೀಣ ಭಾಗದ ಜನರು ವಲಸೆ ಹೋಗುವುದನ್ನು ತಡೆಯಲು ಈ ಯೋಜನೆ ಸಹಕಾರಿಯಾಗಿದೆ. ಶಾಲೆಗಳಿಗೆ ಕಾಂಪೌಂಡ್, ಶೌಚಾಲಯ, ಆಟದ ಮೈದಾನ ನಿರ್ಮಿಸಿಕೊಳ್ಳಬಹುದು. ಗ್ರಾಮ ಪಂಚಾಯಿತಿ ಸದಸ್ಯರು, ಶಿಕ್ಷಕರು, ಗ್ರಾಮಸ್ಥರು ಉಪಸ್ಥಿತರಿದ್ದರು. [544,519,670,616]
